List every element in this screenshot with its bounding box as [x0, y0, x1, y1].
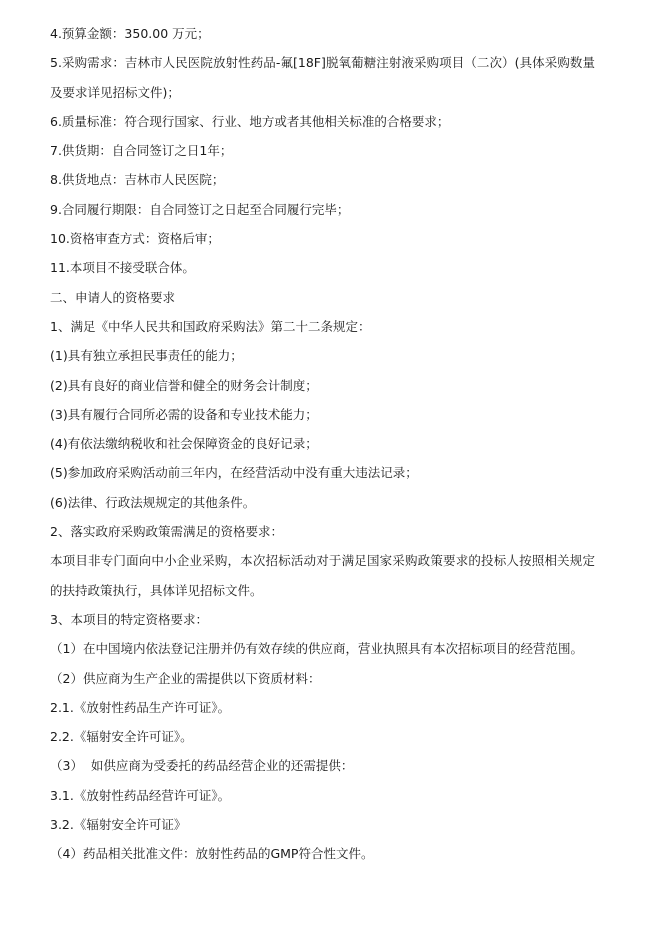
requirement-3-heading: 3、本项目的特定资格要求：: [50, 611, 208, 627]
license-2-1-line: 2.1.《放射性药品生产许可证》。: [50, 699, 231, 715]
requirement-1-heading: 1、满足《中华人民共和国政府采购法》第二十二条规定：: [50, 318, 371, 334]
budget-amount-line: 4.预算金额：350.00 万元；: [50, 26, 210, 41]
no-consortium-line: 11.本项目不接受联合体。: [50, 260, 195, 276]
policy-requirement-paragraph: 本项目非专门面向中小企业采购，本次招标活动对于满足国家采购政策要求的投标人按照相关规定的扶持政策执行，具体详见招标文件。: [50, 553, 595, 598]
specific-requirement-3-line: （3） 如供应商为受委托的药品经营企业的还需提供：: [50, 758, 354, 774]
delivery-location-line: 8.供货地点：吉林市人民医院；: [50, 172, 225, 188]
requirement-1-item-6: (6)法律、行政法规规定的其他条件。: [50, 494, 256, 510]
procurement-requirement-paragraph: 5.采购需求：吉林市人民医院放射性药品-氟[18F]脱氧葡糖注射液采购项目（二次）(具体采购数量及要求详见招标文件)；: [50, 55, 595, 100]
document-body: [50, 19, 595, 869]
specific-requirement-4-line: （4）药品相关批准文件：放射性药品的GMP符合性文件。: [50, 846, 374, 862]
contract-term-line: 9.合同履行期限：自合同签订之日起至合同履行完毕；: [50, 201, 350, 217]
requirement-1-item-2: (2)具有良好的商业信誉和健全的财务会计制度；: [50, 377, 318, 393]
requirement-1-item-3: (3)具有履行合同所必需的设备和专业技术能力；: [50, 406, 318, 422]
section-heading-applicant-requirements: 二、申请人的资格要求: [50, 289, 176, 305]
requirement-1-item-4: (4)有依法缴纳税收和社会保障资金的良好记录；: [50, 436, 318, 452]
requirement-1-item-1: (1)具有独立承担民事责任的能力；: [50, 348, 243, 364]
delivery-period-line: 7.供货期：自合同签订之日1年；: [50, 143, 233, 159]
specific-requirement-2-line: （2）供应商为生产企业的需提供以下资质材料：: [50, 670, 321, 686]
license-3-2-line: 3.2.《辐射安全许可证》: [50, 817, 187, 833]
quality-standard-line: 6.质量标准：符合现行国家、行业、地方或者其他相关标准的合格要求；: [50, 113, 450, 129]
requirement-2-heading: 2、落实政府采购政策需满足的资格要求：: [50, 524, 283, 540]
license-2-2-line: 2.2.《辐射安全许可证》。: [50, 729, 193, 745]
requirement-1-item-5: (5)参加政府采购活动前三年内，在经营活动中没有重大违法记录；: [50, 465, 418, 481]
specific-requirement-1-paragraph: （1）在中国境内依法登记注册并仍有效存续的供应商，营业执照具有本次招标项目的经营范围。: [50, 641, 583, 657]
qualification-review-line: 10.资格审查方式：资格后审；: [50, 231, 220, 247]
license-3-1-line: 3.1.《放射性药品经营许可证》。: [50, 787, 231, 803]
